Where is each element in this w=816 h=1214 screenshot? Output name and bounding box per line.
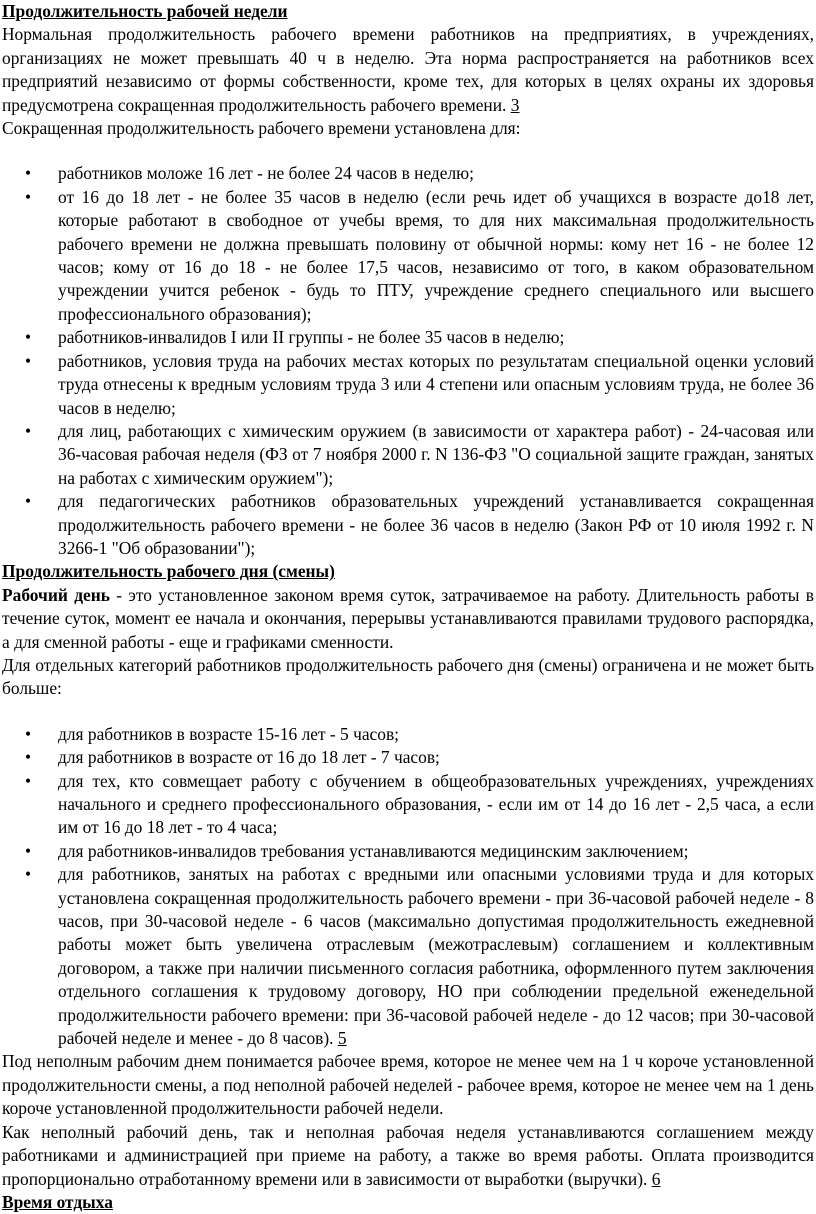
paragraph-part-time-agreement: Как неполный рабочий день, так и неполная рабочая неделя устанавливаются соглашением между работниками и администрацией при приеме на работу, а также во время работы. Оплата производится пропорционально отработанному времени или в зависимости от выработки (выручки). 6: [2, 1121, 814, 1189]
footnote-link[interactable]: 3: [510, 94, 520, 115]
reduced-hours-list: [2, 162, 814, 560]
paragraph-part-time-definition: Под неполным рабочим днем понимается рабочее время, которое не менее чем на 1 ч короче установленной продолжительности смены, а под неполной рабочей неделей - рабочее время, которое не менее чем на 1 день короче установленной продолжительности рабочей недели.: [2, 1051, 814, 1119]
spacer: [2, 701, 814, 723]
term-work-day: Рабочий день: [2, 584, 110, 605]
bullet-icon: •: [25, 864, 32, 885]
list-item: • работников, условия труда на рабочих местах которых по результатам специальной оценки условий труда отнесены к вредным условиям труда 3 или 4 степени или опасным условиям труда, не более 36 часов в неделю;: [25, 350, 814, 418]
list-item: • для педагогических работников образовательных учреждений устанавливается сокращенная продолжительность рабочего времени - не более 36 часов в неделю (Закон РФ от 10 июля 1992 г. N 3266-1 "Об образовании");: [25, 491, 814, 558]
section-heading-rest-time: Время отдыха: [2, 1191, 113, 1212]
footnote-link[interactable]: 6: [651, 1168, 661, 1189]
bullet-icon: •: [25, 420, 32, 441]
paragraph-reduced-intro: Сокращенная продолжительность рабочего времени установлена для:: [2, 118, 521, 139]
paragraph-text: Нормальная продолжительность рабочего времени работников на предприятиях, в учреждениях, организациях не может превышать 40 ч в неделю. Эта норма распространяется на работников всех предприятий независимо от формы собственности, кроме тех, для которых в целях охраны их здоровья предусмотрена сокращенная продолжительность рабочего времени.: [2, 24, 814, 115]
bullet-icon: •: [25, 186, 32, 207]
list-item: • для работников в возрасте от 16 до 18 лет - 7 часов;: [58, 746, 814, 769]
section-heading-work-week: Продолжительность рабочей недели: [2, 1, 288, 21]
bullet-icon: •: [25, 747, 32, 768]
spacer: [2, 140, 814, 162]
list-item: • для лиц, работающих с химическим оружием (в зависимости от характера работ) - 24-часовая или 36-часовая рабочая неделя (ФЗ от 7 ноября 2000 г. N 136-ФЗ "О социальной защите граждан, занятых на работах с химическим оружием");: [25, 420, 814, 488]
list-item: • работников-инвалидов I или II группы - не более 35 часов в неделю;: [58, 326, 814, 349]
paragraph-normal-duration: [2, 23, 814, 117]
bullet-icon: •: [25, 770, 32, 791]
bullet-icon: •: [25, 350, 32, 371]
paragraph-work-day-definition: Рабочий день - это установленное законом время суток, затрачиваемое на работу. Длительность работы в течение суток, момент ее начала и окончания, перерывы устанавливаются правилами трудового распорядка, а для сменной работы - еще и графиками сменности.: [2, 584, 814, 652]
list-item: • для работников, занятых на работах с вредными или опасными условиями труда и для которых установлена сокращенная продолжительность рабочего времени - при 36-часовой рабочей неделе - 8 часов, при 30-часовой неделе - 6 часов (максимально допустимая продолжительность ежедневной работы может быть увеличена отраслевым (межотраслевым) соглашением и коллективным договором, а также при наличии письменного согласия работника, оформленного путем заключения отдельного соглашения к трудовому договору, НО при соблюдении предельной еженедельной продолжительности рабочего времени: при 36-часовой рабочей неделе - до 12 часов; при 30-часовой рабочей неделе и менее - до 8 часов). 5: [25, 864, 814, 1049]
list-item: • для работников в возрасте 15-16 лет - 5 часов;: [58, 723, 814, 746]
bullet-icon: •: [25, 327, 32, 348]
bullet-icon: •: [25, 163, 32, 184]
list-item: • от 16 до 18 лет - не более 35 часов в неделю (если речь идет об учащихся в возрасте до18 лет, которые работают в свободное от учебы время, то для них максимальная продолжительность рабочего времени не должна превышать половину от обычной нормы: кому нет 16 - не более 12 часов; кому от 16 до 18 - не более 17,5 часов, независимо от того, в каком образовательном учреждении учится ребенок - будь то ПТУ, учреждение среднего специального или высшего профессионального образования);: [25, 186, 814, 324]
bullet-icon: •: [25, 491, 32, 512]
footnote-link[interactable]: 5: [337, 1028, 347, 1049]
bullet-icon: •: [25, 723, 32, 744]
paragraph-categories-intro: Для отдельных категорий работников продолжительность рабочего дня (смены) ограничена и не может быть больше:: [2, 654, 814, 699]
list-item: • работников моложе 16 лет - не более 24 часов в неделю;: [58, 162, 814, 185]
section-heading-work-day: Продолжительность рабочего дня (смены): [2, 561, 335, 582]
daily-limits-list: [2, 723, 814, 1051]
bullet-icon: •: [25, 840, 32, 861]
list-item: • для работников-инвалидов требования устанавливаются медицинским заключением;: [58, 840, 814, 863]
list-item: • для тех, кто совмещает работу с обучением в общеобразовательных учреждениях, учреждениях начального и среднего профессионального образования, - если им от 14 до 16 лет - 2,5 часа, а если им от 16 до 18 лет - то 4 часа;: [25, 770, 814, 838]
